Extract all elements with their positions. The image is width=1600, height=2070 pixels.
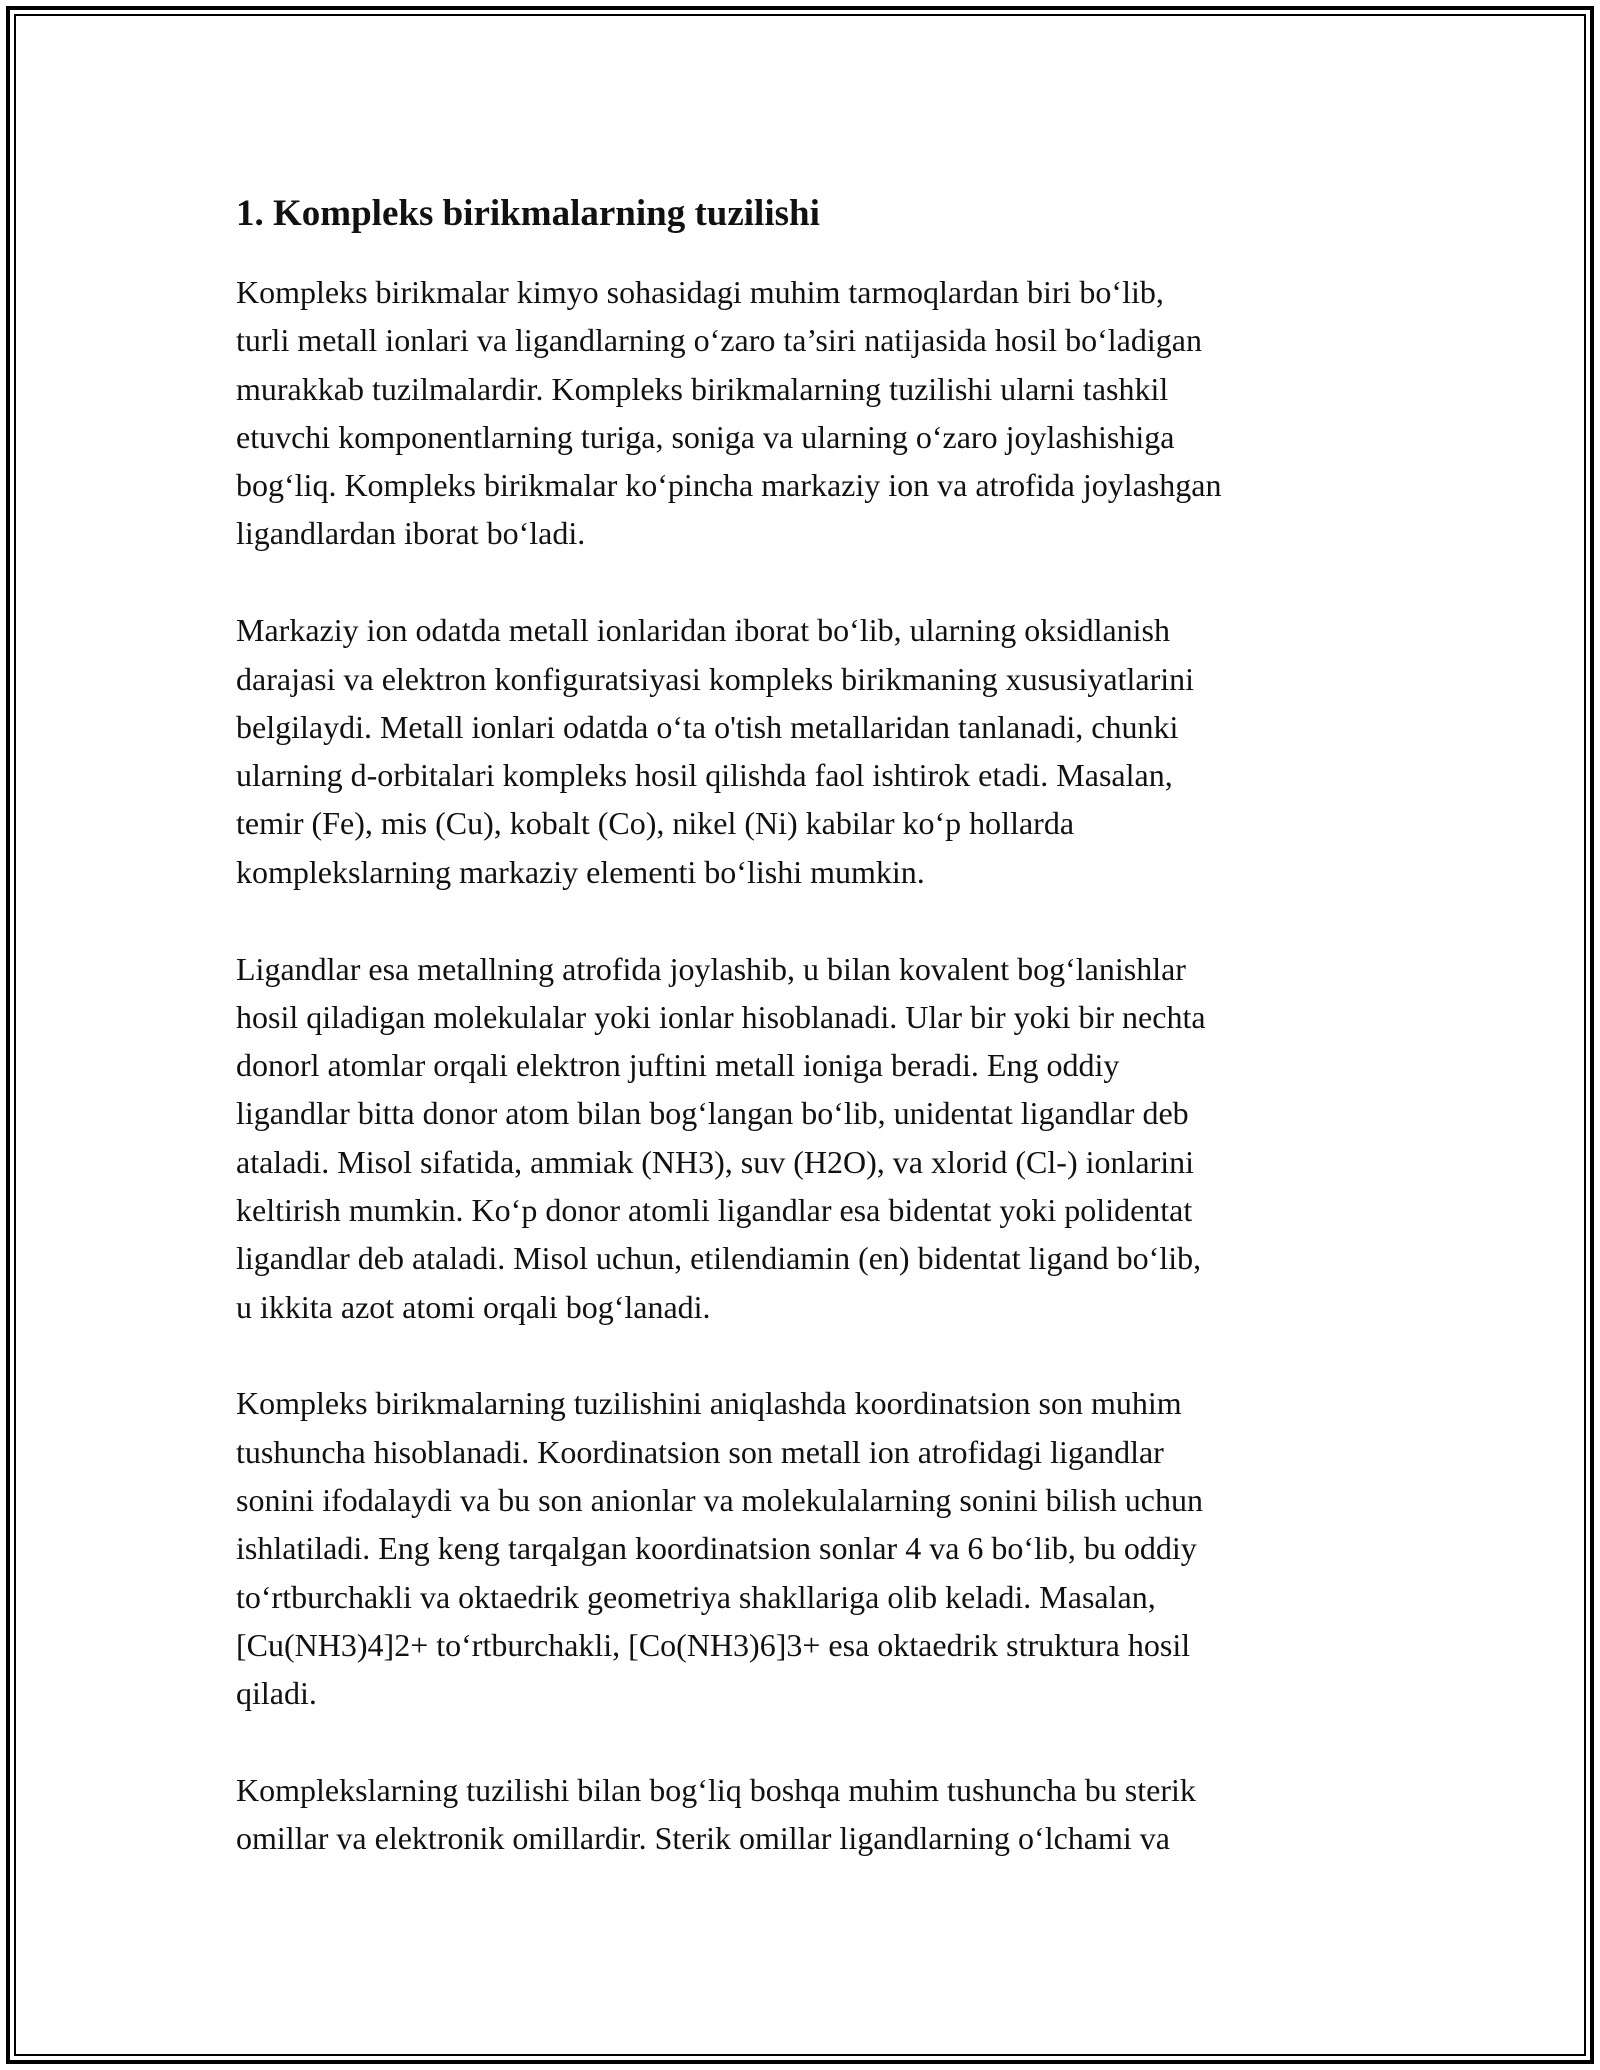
text-line: ligandlardan iborat bo‘ladi. — [236, 515, 586, 552]
paragraph-2 — [236, 606, 1396, 896]
text-line: Komplekslarning tuzilishi bilan bog‘liq boshqa muhim tushuncha bu sterik — [236, 1772, 1196, 1809]
text-line: Kompleks birikmalar kimyo sohasidagi muhim tarmoqlardan biri bo‘lib, — [236, 274, 1164, 310]
text-line: u ikkita azot atomi orqali bog‘lanadi. — [236, 1288, 711, 1325]
text-line: ularning d-orbitalari kompleks hosil qilishda faol ishtirok etadi. Masalan, — [236, 757, 1173, 794]
text-line: [Cu(NH3)4]2+ to‘rtburchakli, [Co(NH3)6]3+ esa oktaedrik struktura hosil — [236, 1626, 1191, 1663]
text-line: darajasi va elektron konfiguratsiyasi kompleks birikmaning xususiyatlarini — [236, 660, 1195, 697]
text-line: ataladi. Misol sifatida, ammiak (NH3), suv (H2O), va xlorid (Cl-) ionlarini — [236, 1143, 1195, 1180]
paragraph-3 — [236, 945, 1396, 1331]
text-line: keltirish mumkin. Ko‘p donor atomli ligandlar esa bidentat yoki polidentat — [236, 1192, 1193, 1229]
text-line: hosil qiladigan molekulalar yoki ionlar hisoblanadi. Ular bir yoki bir nechta — [236, 998, 1206, 1035]
text-line: omillar va elektronik omillardir. Sterik omillar ligandlarning o‘lchami va — [236, 1820, 1170, 1857]
text-line: sonini ifodalaydi va bu son anionlar va molekulalarning sonini bilish uchun — [236, 1482, 1203, 1519]
paragraph-4 — [236, 1379, 1396, 1717]
text-line: ishlatiladi. Eng keng tarqalgan koordinatsion sonlar 4 va 6 bo‘lib, bu oddiy — [236, 1530, 1197, 1567]
text-line: Kompleks birikmalarning tuzilishini aniqlashda koordinatsion son muhim — [236, 1385, 1182, 1422]
text-line: temir (Fe), mis (Cu), kobalt (Co), nikel (Ni) kabilar ko‘p hollarda — [236, 805, 1075, 842]
text-line: murakkab tuzilmalardir. Kompleks birikmalarning tuzilishi ularni tashkil — [236, 370, 1169, 407]
section-title: 1. Kompleks birikmalarning tuzilishi — [236, 193, 820, 234]
text-line: donorl atomlar orqali elektron juftini metall ioniga beradi. Eng oddiy — [236, 1047, 1120, 1084]
text-line: etuvchi komponentlarning turiga, soniga va ularning o‘zaro joylashishiga — [236, 418, 1175, 455]
text-line: tushuncha hisoblanadi. Koordinatsion son metall ion atrofidagi ligandlar — [236, 1433, 1164, 1470]
paragraph-5 — [236, 1766, 1396, 1863]
text-line: turli metall ionlari va ligandlarning o‘zaro ta’siri natijasida hosil bo‘ladigan — [236, 322, 1202, 359]
text-line: ligandlar bitta donor atom bilan bog‘langan bo‘lib, unidentat ligandlar deb — [236, 1095, 1189, 1132]
text-line: belgilaydi. Metall ionlari odatda o‘ta o'tish metallaridan tanlanadi, chunki — [236, 708, 1179, 745]
text-line: komplekslarning markaziy elementi bo‘lishi mumkin. — [236, 853, 925, 890]
text-line: ligandlar deb ataladi. Misol uchun, etilendiamin (en) bidentat ligand bo‘lib, — [236, 1240, 1202, 1277]
text-line: qiladi. — [236, 1675, 317, 1712]
text-line: Markaziy ion odatda metall ionlaridan iborat bo‘lib, ularning oksidlanish — [236, 612, 1170, 649]
text-line: to‘rtburchakli va oktaedrik geometriya shakllariga olib keladi. Masalan, — [236, 1578, 1156, 1615]
paragraph-1 — [236, 268, 1396, 558]
text-line: bog‘liq. Kompleks birikmalar ko‘pincha markaziy ion va atrofida joylashgan — [236, 467, 1222, 504]
document-body — [236, 186, 1396, 1911]
text-line: Ligandlar esa metallning atrofida joylashib, u bilan kovalent bog‘lanishlar — [236, 950, 1186, 987]
